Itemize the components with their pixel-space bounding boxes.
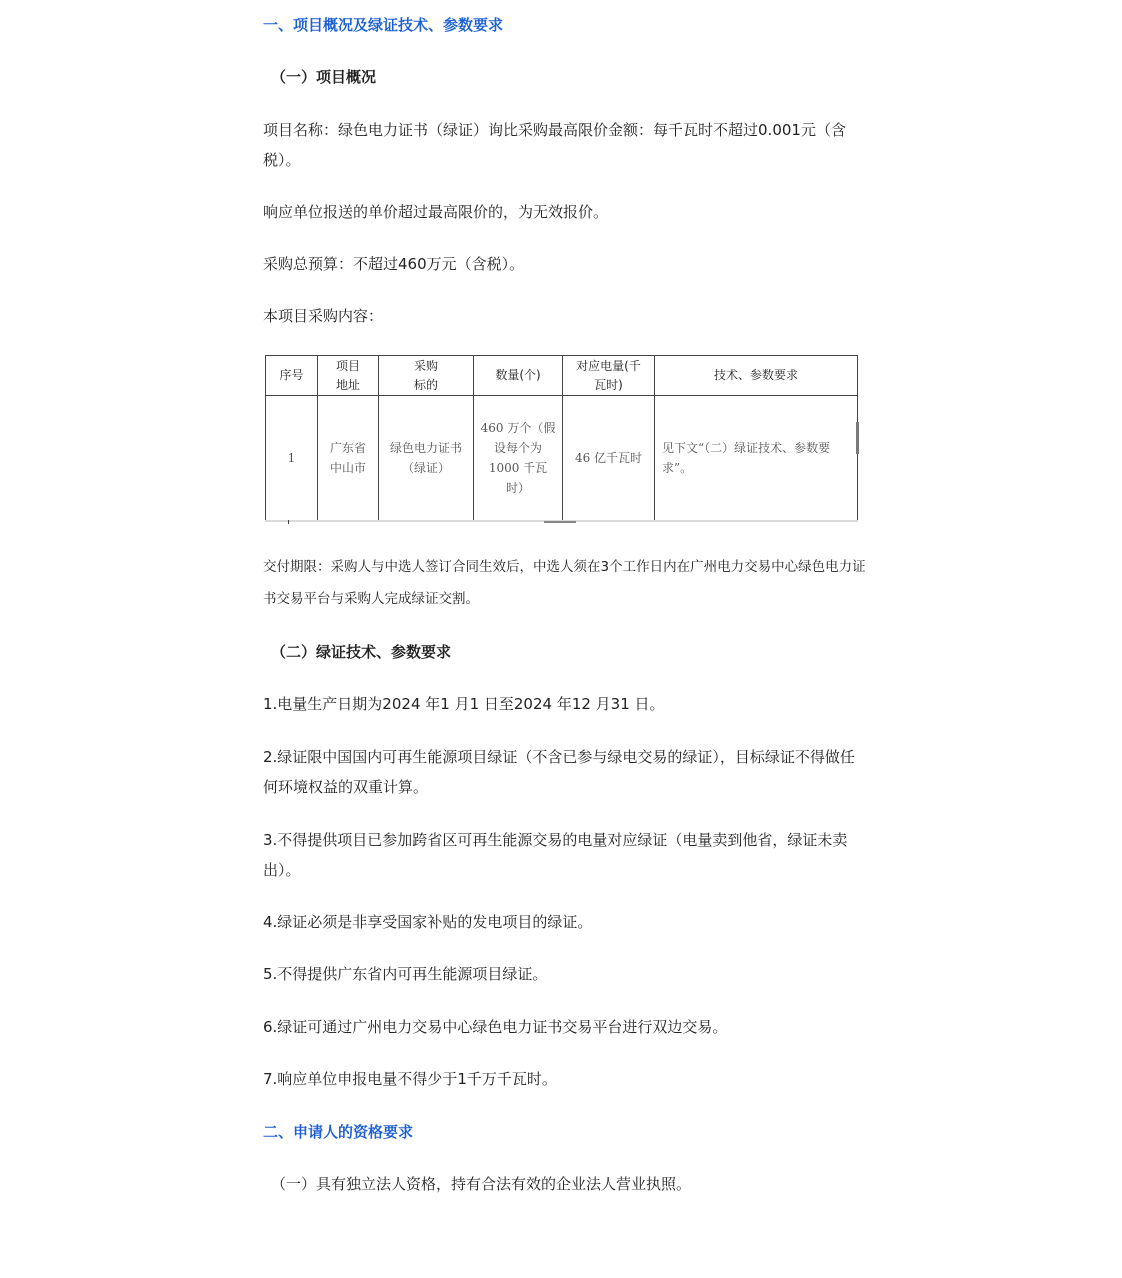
table-vertical-scrollbar[interactable] (856, 422, 859, 454)
paragraph-line: 3.不得提供项目已参加跨省区可再生能源交易的电量对应绿证（电量卖到他省，绿证未卖 (263, 831, 848, 849)
paragraph-line: 交付期限：采购人与中选人签订合同生效后，中选人须在3个工作日内在广州电力交易中心绿色电力证 (263, 559, 866, 575)
paragraph-line: 项目名称：绿色电力证书（绿证）询比采购最高限价金额：每千瓦时不超过0.001元（含 (263, 121, 846, 139)
cell-procurement-target: 绿色电力证书 （绿证） (379, 396, 474, 521)
requirement-item-1: 1.电量生产日期为2024 年1 月1 日至2024 年12 月31 日。 (263, 695, 665, 713)
requirement-item-5: 5.不得提供广东省内可再生能源项目绿证。 (263, 965, 548, 983)
qualification-item-1: （一）具有独立法人资格，持有合法有效的企业法人营业执照。 (271, 1175, 692, 1193)
cell-project-address: 广东省 中山市 (318, 396, 379, 521)
paragraph-line: 何环境权益的双重计算。 (263, 778, 429, 796)
table-horizontal-scrollbar[interactable] (544, 521, 576, 523)
header-energy: 对应电量(千 瓦时) (563, 356, 655, 396)
requirement-item-3 (263, 825, 859, 885)
requirement-item-7: 7.响应单位申报电量不得少于1千万千瓦时。 (263, 1070, 557, 1088)
procurement-table (265, 355, 858, 520)
table-row (266, 396, 858, 521)
paragraph-line: 书交易平台与采购人完成绿证交割。 (263, 591, 479, 607)
cell-index: 1 (266, 396, 318, 521)
cell-technical-requirements: 见下文“（二）绿证技术、参数要 求”。 (655, 396, 858, 521)
section-heading-applicant-qualifications: 二、申请人的资格要求 (263, 1123, 414, 1141)
requirement-item-4: 4.绿证必须是非享受国家补贴的发电项目的绿证。 (263, 913, 593, 931)
section-heading-project-overview: 一、项目概况及绿证技术、参数要求 (263, 16, 504, 34)
paragraph-budget: 采购总预算：不超过460万元（含税）。 (263, 255, 525, 273)
paragraph-invalid-bid: 响应单位报送的单价超过最高限价的，为无效报价。 (263, 203, 609, 221)
cell-quantity: 460 万个（假 设每个为 1000 千瓦 时） (474, 396, 563, 521)
cell-energy: 46 亿千瓦时 (563, 396, 655, 521)
subheading-project-overview: （一）项目概况 (271, 68, 377, 86)
procurement-table-image (265, 355, 858, 523)
requirement-item-6: 6.绿证可通过广州电力交易中心绿色电力证书交易平台进行双边交易。 (263, 1018, 728, 1036)
paragraph-line: 税）。 (263, 151, 301, 169)
requirement-item-2 (263, 742, 859, 802)
paragraph-project-name (263, 115, 859, 175)
paragraph-line: 2.绿证限中国国内可再生能源项目绿证（不含已参与绿电交易的绿证），目标绿证不得做任 (263, 748, 855, 766)
subheading-green-cert-requirements: （二）绿证技术、参数要求 (271, 643, 452, 661)
header-project-address: 项目 地址 (318, 356, 379, 396)
header-technical-requirements: 技术、参数要求 (655, 356, 858, 396)
header-index: 序号 (266, 356, 318, 396)
table-edge-tick (288, 520, 289, 524)
paragraph-line: 出）。 (263, 861, 301, 879)
table-header-row (266, 356, 858, 396)
paragraph-content-intro: 本项目采购内容： (263, 307, 384, 325)
header-quantity: 数量(个) (474, 356, 563, 396)
header-procurement-target: 采购 标的 (379, 356, 474, 396)
paragraph-delivery-deadline (263, 551, 866, 615)
